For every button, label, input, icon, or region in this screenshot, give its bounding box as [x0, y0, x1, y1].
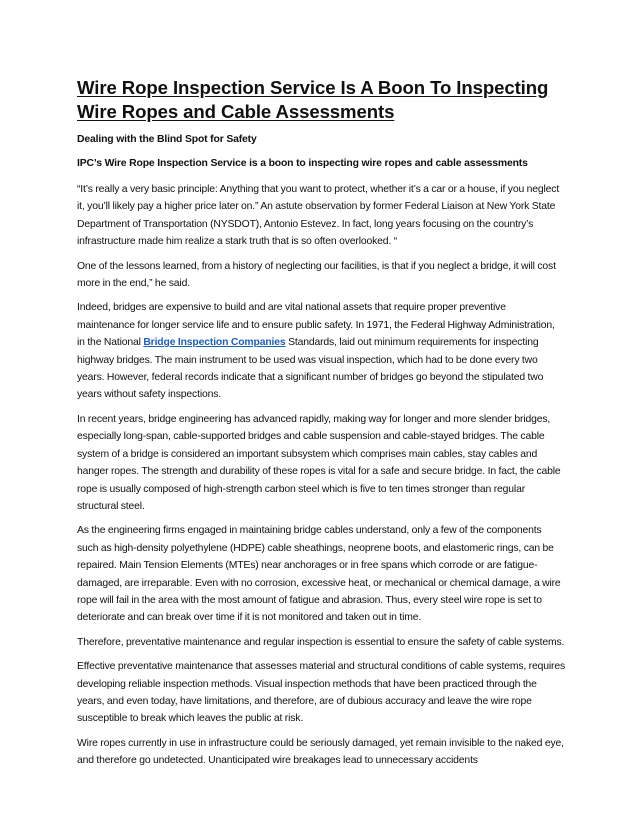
paragraph-5: As the engineering firms engaged in maintaining bridge cables understand, only a few of the components such as high-density polyethylene (HDPE) cable sheathings, neoprene boots, and elastomeric rings, can be repaired. Main Tension Elements (MTEs) near anchorages or in free spans which corrode or are fatigue-damaged, are irreparable. Even with no corrosion, excessive heat, or mechanical or chemical damage, a wire rope will fail in the area with the most amount of fatigue and abrasion. Thus, every steel wire rope is set to deteriorate and can break over time if it is not monitored and taken out in time.	[77, 525, 561, 624]
document-page	[77, 76, 565, 777]
document-title	[77, 76, 565, 124]
paragraph-6: Therefore, preventative maintenance and regular inspection is essential to ensure the safety of cable systems.	[77, 636, 565, 648]
paragraph-7: Effective preventative maintenance that assesses material and structural conditions of cable systems, requires developing reliable inspection methods. Visual inspection methods that have been practiced through the years, and even today, have limitations, and therefore, are of dubious accuracy and leave the wire rope susceptible to break which leaves the public at risk.	[77, 661, 565, 725]
paragraph-2: One of the lessons learned, from a history of neglecting our facilities, is that if you neglect a bridge, it will cost more in the end,” he said.	[77, 260, 556, 290]
paragraph-3-text-start: Indeed, bridges are expensive to build and are vital national assets that require proper preventive maintenance for longer service life and to ensure public safety. In 1971, the Federal Highway Administration, in the National	[77, 302, 555, 349]
title-line-1: Wire Rope Inspection Service Is A Boon To Inspecting	[77, 77, 549, 98]
subheading-ipc-service: IPC’s Wire Rope Inspection Service is a boon to inspecting wire ropes and cable assessments	[77, 158, 528, 169]
paragraph-4: In recent years, bridge engineering has advanced rapidly, making way for longer and more slender bridges, especially long-span, cable-supported bridges and cable suspension and cable-stayed bridges. The cable system of a bridge is considered an important subsystem which comprises main cables, stay cables and hanger ropes. The strength and durability of these ropes is vital for a safe and secure bridge. In fact, the cable rope is usually composed of high-strength carbon steel which is five to ten times stronger than regular structural steel.	[77, 413, 561, 512]
paragraph-3-text-end: Standards, laid out minimum requirements for inspecting highway bridges. The main instrument to be used was visual inspection, which had to be done every two years. However, federal records indicate that a significant number of bridges go beyond the stipulated two years without safety inspections.	[77, 337, 544, 401]
title-line-2: Wire Ropes and Cable Assessments	[77, 101, 395, 122]
paragraph-8: Wire ropes currently in use in infrastructure could be seriously damaged, yet remain invisible to the naked eye, and therefore go undetected. Unanticipated wire breakages lead to unnecessary accidents	[77, 737, 564, 767]
bridge-inspection-companies-link[interactable]: Bridge Inspection Companies	[143, 337, 286, 349]
paragraph-3	[77, 299, 565, 403]
subheading-blind-spot: Dealing with the Blind Spot for Safety	[77, 134, 257, 145]
paragraph-1: “It’s really a very basic principle: Anything that you want to protect, whether it’s a car or a house, if you neglect it, you’ll likely pay a higher price later on.” An astute observation by former Federal Liaison at New York State Department of Transportation (NYSDOT), Antonio Estevez. In fact, long years focusing on the country’s infrastructure made him realize a stark truth that is so often overlooked. “	[77, 184, 560, 248]
